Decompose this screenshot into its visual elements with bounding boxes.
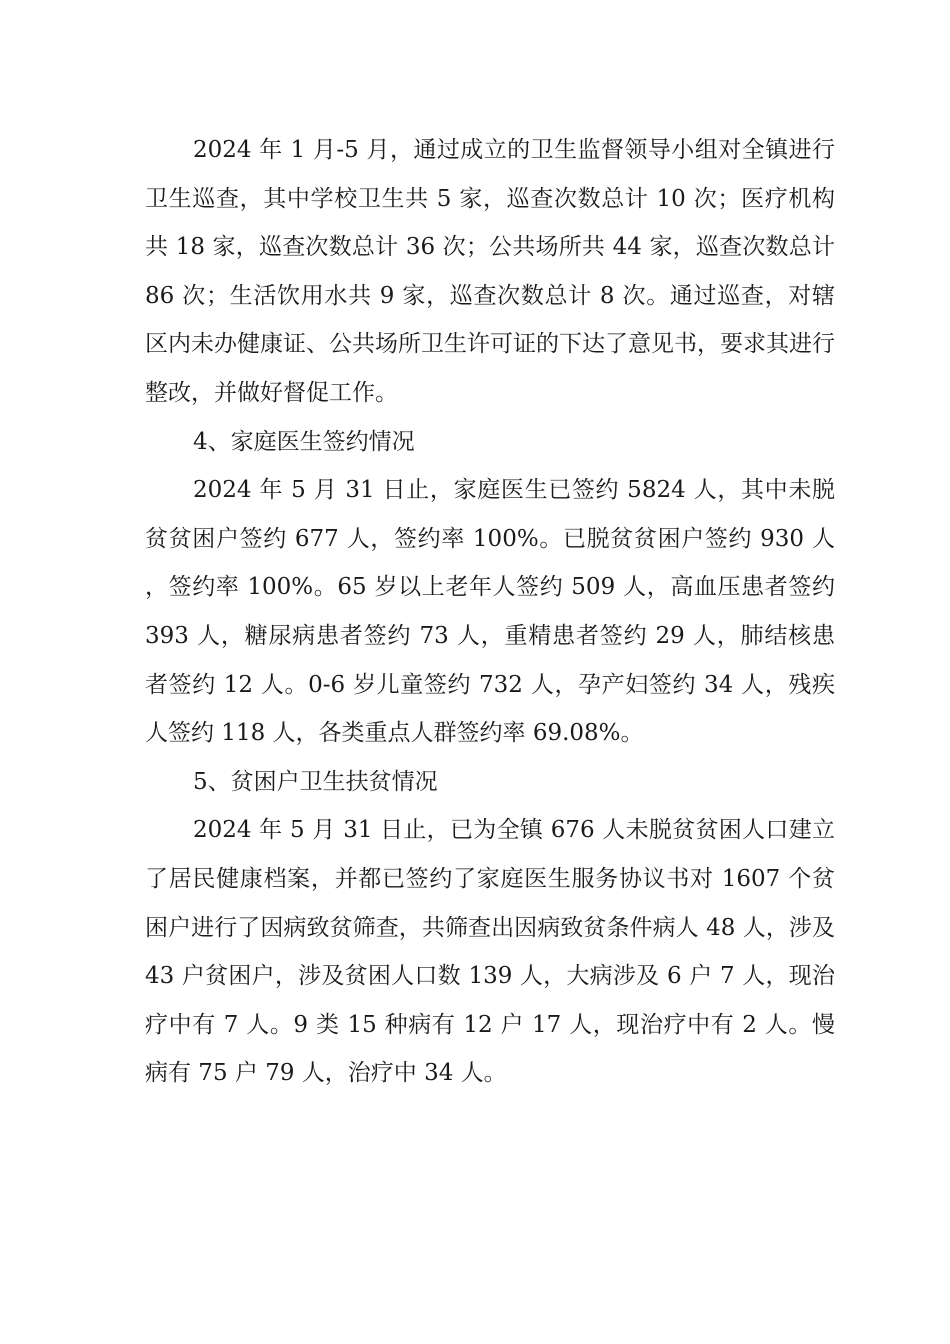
- paragraph-family-doctor-contracts: 2024 年 5 月 31 日止，家庭医生已签约 5824 人，其中未脱贫贫困户签约 677 人，签约率 100%。已脱贫贫困户签约 930 人，签约率 100%。65 岁以上老年人签约 509 人，高血压患者签约 393 人，糖尿病患者签约 73 人，重精患者签约 29 人，肺结核患者签约 12 人。0-6 岁儿童签约 732 人，孕产妇签约 34 人，残疾人签约 118 人，各类重点人群签约率 69.08%。: [145, 477, 835, 747]
- section-heading-family-doctor: 4、家庭医生签约情况: [193, 428, 415, 455]
- section-heading-poverty-health: 5、贫困户卫生扶贫情况: [193, 768, 438, 795]
- paragraph-sanitation-inspection: 2024 年 1 月-5 月，通过成立的卫生监督领导小组对全镇进行卫生巡查，其中学校卫生共 5 家，巡查次数总计 10 次；医疗机构共 18 家，巡查次数总计 36 次；公共场所共 44 家，巡查次数总计 86 次；生活饮用水共 9 家，巡查次数总计 8 次。通过巡查，对辖区内未办健康证、公共场所卫生许可证的下达了意见书，要求其进行整改，并做好督促工作。: [145, 137, 835, 406]
- paragraph-poverty-health-aid: 2024 年 5 月 31 日止，已为全镇 676 人未脱贫贫困人口建立了居民健康档案，并都已签约了家庭医生服务协议书对 1607 个贫困户进行了因病致贫筛查，共筛查出因病致贫条件病人 48 人，涉及 43 户贫困户，涉及贫困人口数 139 人，大病涉及 6 户 7 人，现治疗中有 7 人。9 类 15 种病有 12 户 17 人，现治疗中有 2 人。慢病有 75 户 79 人，治疗中 34 人。: [145, 817, 835, 1087]
- document-page: [145, 126, 835, 1098]
